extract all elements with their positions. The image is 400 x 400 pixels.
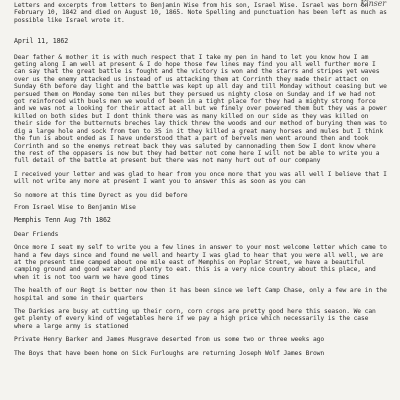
letter1-greeting: Dear father & mother [14, 53, 88, 61]
letter2-paragraph-1: Once more I seat my self to write you a few lines in answer to your most welcome letter which came to hand a few days since and found me well and hearty I was glad to hear that you were all well, we are at the present time camped about one mile east of Memphis on Poplar Street, we have a beautiful camping ground and good water and plenty to eat. this is a very nice country about this place, and when it is not too warm we have good times [14, 244, 387, 281]
letter1-body [14, 54, 388, 165]
letter1-closing: So nomore at this time Dyrect as you did before [14, 191, 188, 199]
letter2-place-date: Memphis Tenn Aug 7th 1862 [14, 216, 111, 225]
letter1-date: April 11, 1862 [14, 37, 69, 46]
letter1-signature: From Israel Wise to Benjamin Wise [14, 203, 136, 211]
letter2-paragraph-2: The health of our Regt is better now then it has been since we left Camp Chase, only a few are in the hospital and some in their quarters [14, 287, 387, 302]
letter2-paragraph-3: The Darkies are busy at cutting up their corn, corn crops are pretty good here this season. We can get plenty of every kind of vegetables here if we pay a high price which necessarily is the case where a large army is stationed [14, 308, 376, 330]
letter2-greeting: Dear Friends [14, 230, 59, 238]
letter2-paragraph-4: Private Henry Barker and James Musgrave deserted from us some two or three weeks ago [14, 336, 325, 344]
letter1-body-text: it is with much respect that I take my pen in hand to let you know how I am geting along I am well at present & I do hope those few lines may find you all well further more I can say that the great battle is fought and the victory is won and the starrs and stripes yet waves over us the enemy attacked us instead of us attacking them at Corrinth they made their attact on Sunday 6th before day light and the battle was kept up all day and till Monday without ceasing but we persued them on Monday some ten miles but they persued us nighty close on Sunday and if we had not got reinforced with buels men we would of been in a tight place for they had a mighty strong force and we was not a looking for their attact at all but we finely over powered them but they was a power killed on both sides but I dont think there was as many killed on our side as they was killed on their side for the butternuts breches lay thick threw the woods and our method of burying them was to dig a large hole and sock from ten to 35 in it they killed a great many horses and mules but I think the fun is about ended as I have understood that a part of bervels men went around then and took Corrinth and so the enemys retreat back they was saluted by cannonading them Sow I dont know where the rest of the oppasers is now but they had better not come here I will not be able to write you a full detail of the battle at present but there was not many hurt out of our company [14, 53, 387, 165]
intro-paragraph: Letters and excerpts from letters to Benjamin Wise from his son, Israel Wise. Israel was born on February 10, 1842 and died on August 10, 1865. Note Spelling and punctuation has been left as much as possible like Israel wrote it. [14, 2, 387, 24]
handwritten-note: Kinser [360, 0, 386, 8]
letter1-paragraph-2: I received your letter and was glad to hear from you once more that you was all well I believe that I will not write any more at present I want you to answer this as soon as you can [14, 170, 387, 186]
letter2-paragraph-5: The Boys that have been home on Sick Furloughs are returning Joseph Wolf James Brown [14, 349, 325, 357]
